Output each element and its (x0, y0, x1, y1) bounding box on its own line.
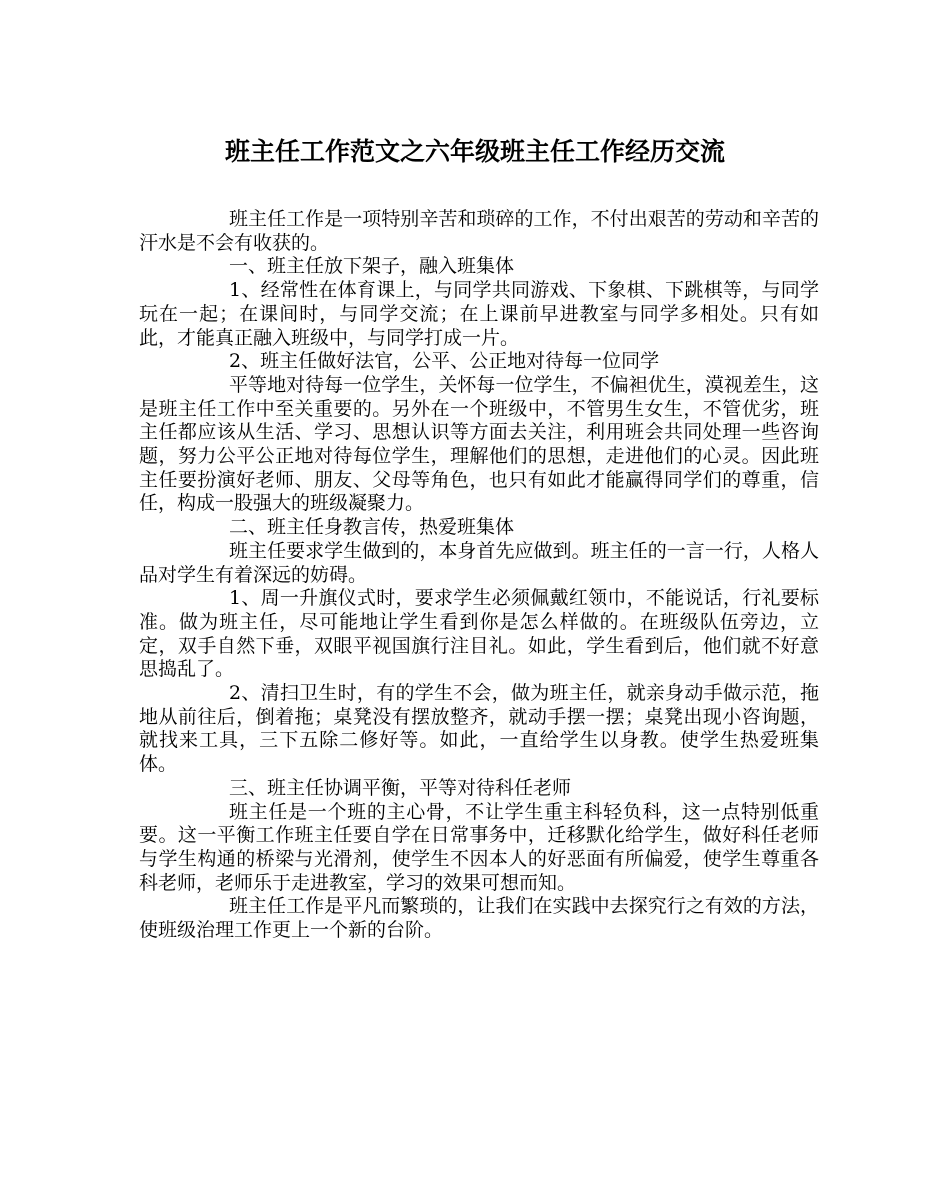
section-heading-2: 二、班主任身教言传，热爱班集体 (229, 516, 515, 539)
paragraph-1-1: 1、经常性在体育课上，与同学共同游戏、下象棋、下跳棋等，与同学玩在一起；在课间时，与同学交流；在上课前早进教室与同学多相处。只有如此，才能真正融入班级中，与同学打成一片。 (139, 279, 819, 349)
paragraph-1-2: 平等地对待每一位学生，关怀每一位学生，不偏袒优生，漠视差生，这是班主任工作中至关重要的。另外在一个班级中，不管男生女生，不管优劣，班主任都应该从生活、学习、思想认识等方面去关注，利用班会共同处理一些咨询题，努力公平公正地对待每位学生，理解他们的思想，走进他们的心灵。因此班主任要扮演好老师、朋友、父母等角色，也只有如此才能赢得同学们的尊重，信任，构成一股强大的班级凝聚力。 (139, 373, 819, 515)
paragraph-2-intro: 班主任要求学生做到的，本身首先应做到。班主任的一言一行，人格人品对学生有着深远的妨碍。 (139, 539, 819, 586)
paragraph-intro: 班主任工作是一项特别辛苦和琐碎的工作，不付出艰苦的劳动和辛苦的汗水是不会有收获的。 (139, 208, 819, 254)
paragraph-3: 班主任是一个班的主心骨，不让学生重主科轻负科，这一点特别低重要。这一平衡工作班主任要自学在日常事务中，迁移默化给学生，做好科任老师与学生构通的桥梁与光滑剂，使学生不因本人的好恶面有所偏爱，使学生尊重各科老师，老师乐于走进教室，学习的效果可想而知。 (139, 800, 819, 894)
paragraph-2-1: 1、周一升旗仪式时，要求学生必须佩戴红领巾，不能说话，行礼要标准。做为班主任，尽可能地让学生看到你是怎么样做的。在班级队伍旁边，立定，双手自然下垂，双眼平视国旗行注目礼。如此，学生看到后，他们就不好意思捣乱了。 (139, 587, 819, 681)
document-title: 班主任工作范文之六年级班主任工作经历交流 (224, 137, 725, 166)
section-heading-3: 三、班主任协调平衡，平等对待科任老师 (229, 776, 572, 799)
paragraph-2-2: 2、清扫卫生时，有的学生不会，做为班主任，就亲身动手做示范，拖地从前往后，倒着拖；桌凳没有摆放整齐，就动手摆一摆；桌凳出现小咨询题，就找来工具，三下五除二修好等。如此，一直给学生以身教。使学生热爱班集体。 (139, 682, 819, 776)
subsection-heading-1-2: 2、班主任做好法官，公平、公正地对待每一位同学 (229, 350, 660, 373)
section-heading-1: 一、班主任放下架子，融入班集体 (229, 255, 515, 278)
document-body (139, 208, 819, 943)
paragraph-conclusion: 班主任工作是平凡而繁琐的，让我们在实践中去探究行之有效的方法，使班级治理工作更上一个新的台阶。 (139, 895, 819, 942)
